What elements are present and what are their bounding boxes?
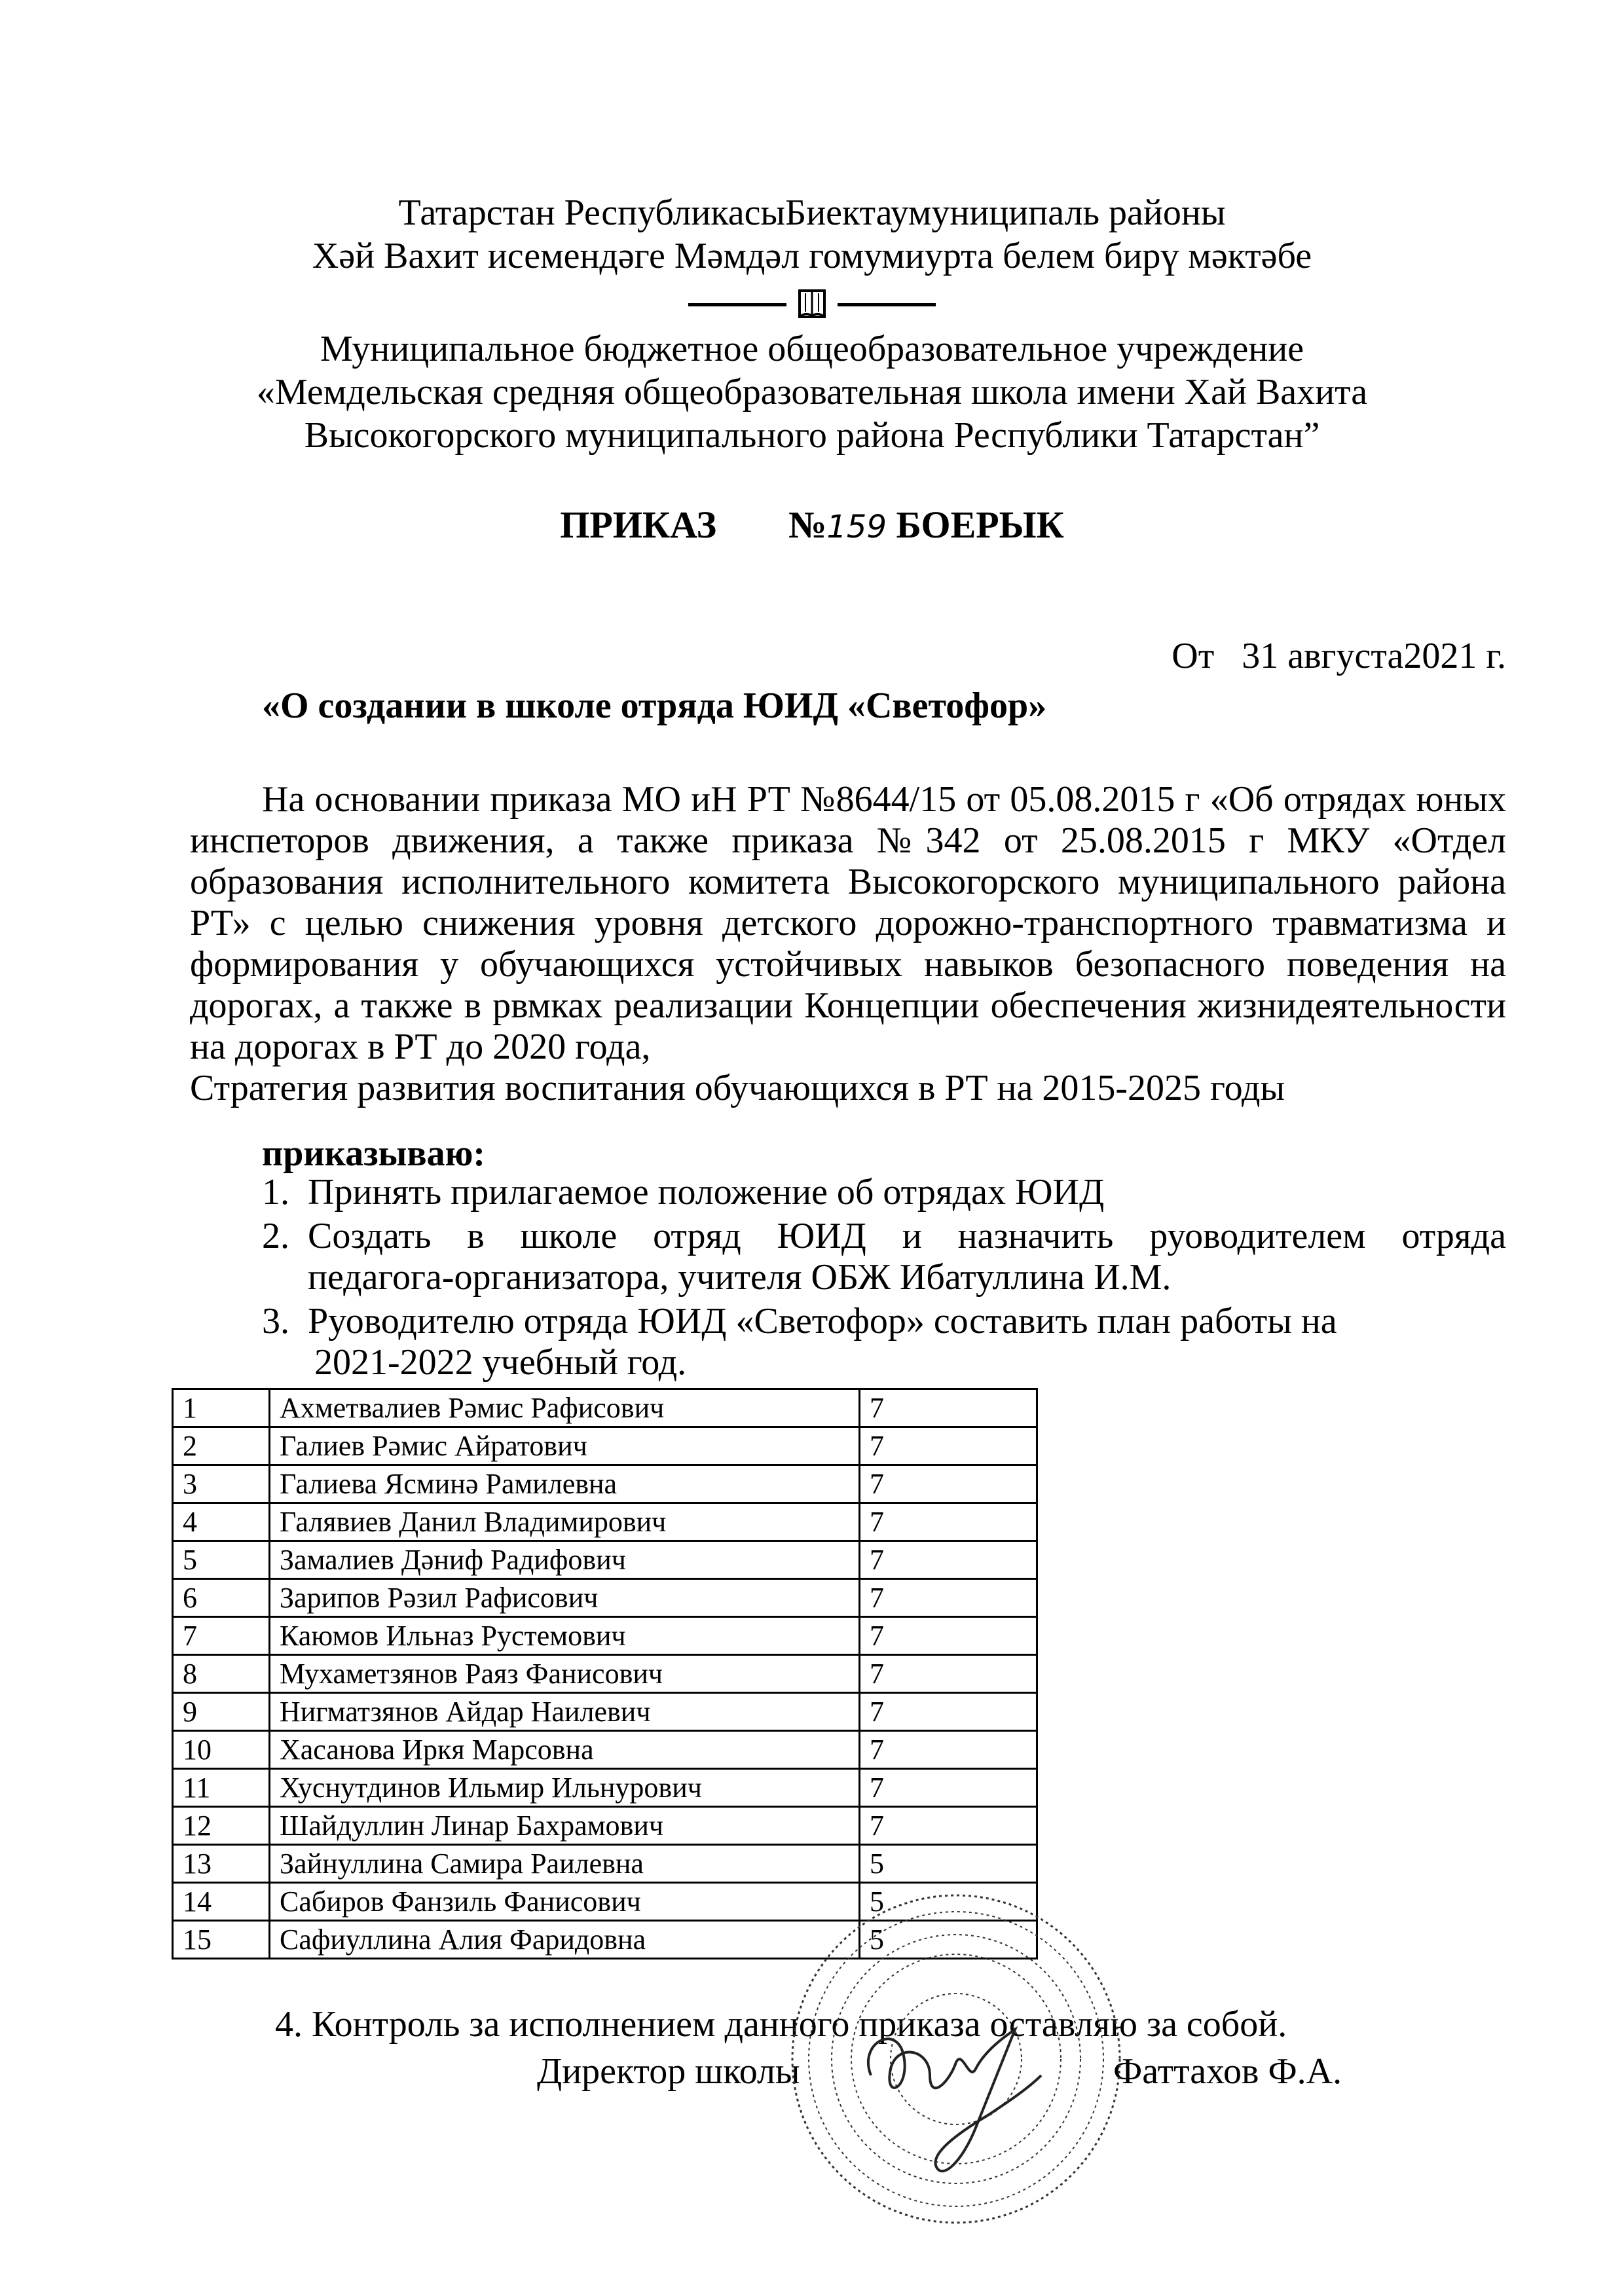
student-name: Галиев Рәмис Айратович xyxy=(270,1427,860,1465)
roster-number: 1 xyxy=(173,1389,270,1427)
roster-number: 15 xyxy=(173,1921,270,1959)
roster-number: 4 xyxy=(173,1503,270,1541)
table-row xyxy=(173,1769,1037,1807)
item-text-line-2: 2021-2022 учебный год. xyxy=(314,1342,687,1383)
table-row xyxy=(173,1845,1037,1883)
table-row xyxy=(173,1503,1037,1541)
roster-number: 11 xyxy=(173,1769,270,1807)
student-name: Хасанова Иркя Марсовна xyxy=(270,1731,860,1769)
roster-number: 6 xyxy=(173,1579,270,1617)
order-items-list xyxy=(262,1172,1506,1386)
table-row xyxy=(173,1389,1037,1427)
student-name: Сафиуллина Алия Фаридовна xyxy=(270,1921,860,1959)
order-date: От 31 августа2021 г. xyxy=(1172,636,1506,676)
header-russian-line-2: «Мемдельская средняя общеобразовательная школа имени Хай Вахита xyxy=(256,372,1368,412)
order-item-2 xyxy=(262,1216,1506,1298)
table-row xyxy=(173,1465,1037,1503)
open-book-icon xyxy=(796,288,828,321)
table-row xyxy=(173,1655,1037,1693)
student-name: Зайнуллина Самира Раилевна xyxy=(270,1845,860,1883)
order-item-3 xyxy=(262,1301,1506,1383)
student-grade: 7 xyxy=(860,1769,1037,1807)
header-russian-line-1: Муниципальное бюджетное общеобразовательное учреждение xyxy=(320,329,1304,369)
student-grade: 7 xyxy=(860,1427,1037,1465)
divider-line-right xyxy=(838,303,936,306)
order-word-tt: БОЕРЫК xyxy=(896,503,1064,546)
student-grade: 7 xyxy=(860,1503,1037,1541)
header-tatar-line-2: Хәй Вахит исемендәге Мәмдәл гомумиурта белем бирү мәктәбе xyxy=(312,236,1312,276)
preamble-text: На основании приказа МО иН РТ №8644/15 от 05.08.2015 г «Об отрядах юных инспеторов движения, а также приказа №342 от 25.08.2015 г МКУ «Отдел образования исполнительного комитета Высокогорского муниципального района РТ» с целью снижения уровня детского дорожно-транспортного травматизма и формирования у обучающихся устойчивых навыков безопасного поведения на дорогах, а также в рвмках реализации Концепции обеспечения жизнидеятельности на дорогах в РТ до 2020 года, xyxy=(190,779,1506,1067)
item-text: Принять прилагаемое положение об отрядах ЮИД xyxy=(308,1172,1105,1212)
student-name: Галявиев Данил Владимирович xyxy=(270,1503,860,1541)
roster-number: 9 xyxy=(173,1693,270,1731)
roster-number: 3 xyxy=(173,1465,270,1503)
item-text xyxy=(308,1216,1506,1298)
signer-name: Фаттахов Ф.А. xyxy=(1113,2051,1342,2092)
student-grade: 5 xyxy=(860,1883,1037,1921)
student-name: Каюмов Ильназ Рустемович xyxy=(270,1617,860,1655)
table-row xyxy=(173,1427,1037,1465)
student-grade: 7 xyxy=(860,1465,1037,1503)
table-row xyxy=(173,1693,1037,1731)
roster-number: 13 xyxy=(173,1845,270,1883)
roster-number: 7 xyxy=(173,1617,270,1655)
roster-number: 8 xyxy=(173,1655,270,1693)
table-row xyxy=(173,1731,1037,1769)
item-number: 3. xyxy=(262,1301,289,1341)
order-title xyxy=(0,503,1624,547)
student-name: Зарипов Рәзил Рафисович xyxy=(270,1579,860,1617)
roster-number: 5 xyxy=(173,1541,270,1579)
student-grade: 7 xyxy=(860,1693,1037,1731)
student-grade: 7 xyxy=(860,1541,1037,1579)
student-name: Замалиев Дәниф Радифович xyxy=(270,1541,860,1579)
student-name: Хуснутдинов Ильмир Ильнурович xyxy=(270,1769,860,1807)
student-name: Нигматзянов Айдар Наилевич xyxy=(270,1693,860,1731)
roster-number: 10 xyxy=(173,1731,270,1769)
student-name: Шайдуллин Линар Бахрамович xyxy=(270,1807,860,1845)
item-text-line-1: Руоводителю отряда ЮИД «Светофор» составить план работы на xyxy=(308,1301,1337,1341)
item-number: 1. xyxy=(262,1172,289,1212)
student-grade: 5 xyxy=(860,1921,1037,1959)
student-grade: 7 xyxy=(860,1807,1037,1845)
student-grade: 7 xyxy=(860,1655,1037,1693)
divider-line-left xyxy=(688,303,786,306)
student-name: Ахметвалиев Рәмис Рафисович xyxy=(270,1389,860,1427)
table-row xyxy=(173,1617,1037,1655)
order-number-prefix: № xyxy=(788,503,827,546)
preamble-last-line: Стратегия развития воспитания обучающихся в РТ на 2015-2025 годы xyxy=(190,1068,1285,1108)
signer-role: Директор школы xyxy=(537,2051,800,2092)
item-text-line-1: Создать в школе отряд ЮИД и назначить руоводителем отряда xyxy=(308,1216,1506,1256)
order-word-ru: ПРИКАЗ xyxy=(560,503,717,546)
roster-number: 12 xyxy=(173,1807,270,1845)
table-row xyxy=(173,1807,1037,1845)
header-tatar-line-1: Татарстан РеспубликасыБиектаумуниципаль районы xyxy=(398,192,1226,233)
student-grade: 7 xyxy=(860,1579,1037,1617)
order-subject: «О создании в школе отряда ЮИД «Светофор» xyxy=(262,685,1047,726)
order-number: 159 xyxy=(826,509,887,545)
student-grade: 5 xyxy=(860,1845,1037,1883)
header-emblem-divider xyxy=(0,288,1624,321)
table-row xyxy=(173,1541,1037,1579)
header-russian-line-3: Высокогорского муниципального района Республики Татарстан” xyxy=(304,415,1320,456)
order-item-1 xyxy=(262,1172,1506,1213)
table-row xyxy=(173,1579,1037,1617)
item-text-line-2: педагога-организатора, учителя ОБЖ Ибатуллина И.М. xyxy=(308,1257,1172,1298)
student-name: Мухаметзянов Раяз Фанисович xyxy=(270,1655,860,1693)
item-number: 2. xyxy=(262,1216,289,1256)
table-row xyxy=(173,1921,1037,1959)
student-grade: 7 xyxy=(860,1731,1037,1769)
roster-number: 2 xyxy=(173,1427,270,1465)
student-grade: 7 xyxy=(860,1389,1037,1427)
student-name: Сабиров Фанзиль Фанисович xyxy=(270,1883,860,1921)
order-item-4: 4. Контроль за исполнением данного приказа оставляю за собой. xyxy=(275,2004,1287,2045)
student-grade: 7 xyxy=(860,1617,1037,1655)
preamble-paragraph xyxy=(190,779,1506,1109)
order-directive-label: приказываю: xyxy=(262,1133,486,1174)
table-row xyxy=(173,1883,1037,1921)
roster-number: 14 xyxy=(173,1883,270,1921)
item-text xyxy=(308,1301,1506,1383)
student-name: Галиева Ясминә Рамилевна xyxy=(270,1465,860,1503)
squad-roster-table xyxy=(172,1388,1038,1959)
